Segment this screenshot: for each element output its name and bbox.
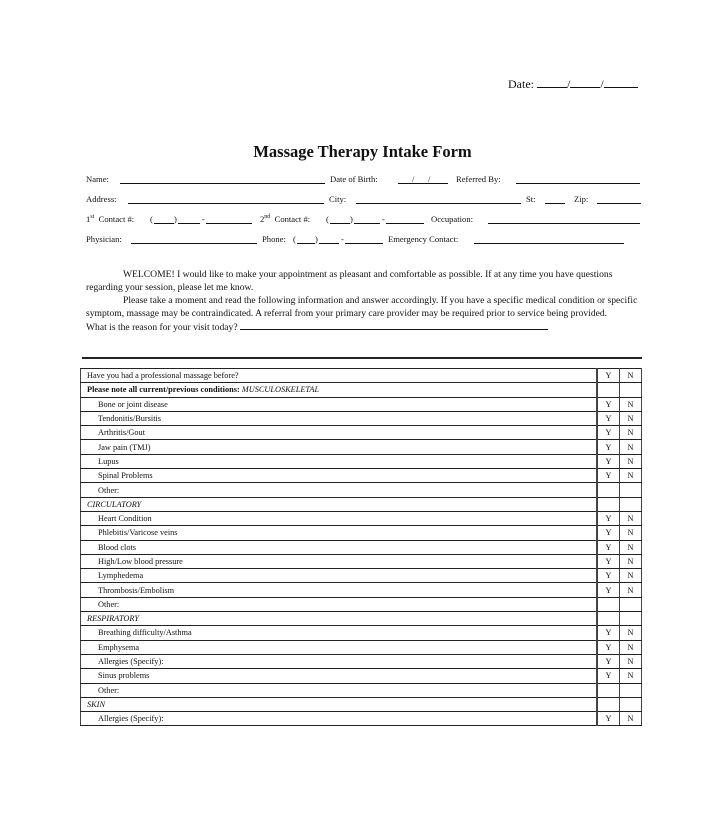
table-row [81, 712, 642, 726]
no-checkbox[interactable]: N [620, 540, 642, 554]
yes-checkbox[interactable]: Y [597, 712, 620, 726]
phone-paren-open: ( [293, 234, 296, 244]
condition-label: Breathing difficulty/Asthma [81, 626, 598, 640]
no-checkbox[interactable]: N [620, 397, 642, 411]
condition-label: Tendonitis/Bursitis [81, 411, 598, 425]
table-row [81, 640, 642, 654]
occupation-input[interactable] [488, 223, 640, 224]
category-row [81, 497, 642, 511]
condition-label: CIRCULATORY [81, 497, 598, 511]
table-row [81, 426, 642, 440]
contact2-paren-open: ( [326, 214, 329, 224]
conditions-heading: Please note all current/previous conditions: [87, 385, 240, 395]
yes-checkbox[interactable]: Y [597, 440, 620, 454]
condition-label: Other: [81, 597, 598, 611]
contact1-line-input[interactable] [206, 223, 252, 224]
address-label: Address: [86, 194, 117, 204]
condition-label: Have you had a professional massage before? [81, 369, 598, 383]
condition-label: Phlebitis/Varicose veins [81, 526, 598, 540]
condition-label: Thrombosis/Embolism [81, 583, 598, 597]
section-divider [82, 357, 642, 359]
st-input[interactable] [545, 203, 565, 204]
table-row [81, 483, 642, 497]
no-checkbox[interactable]: N [620, 654, 642, 668]
no-checkbox [620, 683, 642, 697]
contact2-label: 2nd Contact #: [260, 214, 311, 224]
name-label: Name: [86, 174, 109, 184]
intro-text [86, 268, 646, 334]
contact1-paren-open: ( [150, 214, 153, 224]
yes-checkbox[interactable]: Y [597, 640, 620, 654]
date-month-blank[interactable] [537, 76, 567, 88]
dob-input[interactable] [398, 183, 448, 184]
condition-label: Other: [81, 483, 598, 497]
city-label: City: [329, 194, 347, 204]
date-field[interactable] [508, 76, 638, 92]
condition-label: Lymphedema [81, 569, 598, 583]
contact1-label: 1st Contact #: [86, 214, 135, 224]
referred-by-input[interactable] [516, 183, 640, 184]
dob-separator: / [412, 174, 415, 184]
no-checkbox[interactable]: N [620, 669, 642, 683]
dob-label: Date of Birth: [330, 174, 378, 184]
yes-checkbox[interactable]: Y [597, 511, 620, 525]
reason-input[interactable] [240, 320, 548, 330]
table-row [81, 683, 642, 697]
yes-checkbox[interactable]: Y [597, 469, 620, 483]
contact1-prefix-input[interactable] [178, 223, 200, 224]
table-row [81, 540, 642, 554]
no-checkbox[interactable]: N [620, 640, 642, 654]
yes-checkbox[interactable]: Y [597, 654, 620, 668]
no-checkbox[interactable]: N [620, 426, 642, 440]
date-label: Date: [508, 77, 534, 91]
table-row [81, 583, 642, 597]
no-checkbox[interactable]: N [620, 626, 642, 640]
no-checkbox[interactable]: N [620, 569, 642, 583]
table-row [81, 526, 642, 540]
table-row [81, 369, 642, 383]
yes-checkbox[interactable]: Y [597, 526, 620, 540]
contact2-paren-close: ) [350, 214, 353, 224]
welcome-paragraph: WELCOME! I would like to make your appointment as pleasant and comfortable as possible. If at any time you have questions regarding your session, please let me know. [86, 269, 613, 293]
table-row [81, 597, 642, 611]
yes-checkbox[interactable]: Y [597, 569, 620, 583]
condition-label: Other: [81, 683, 598, 697]
condition-label: Blood clots [81, 540, 598, 554]
no-checkbox[interactable]: N [620, 411, 642, 425]
no-checkbox[interactable]: N [620, 454, 642, 468]
phone-label: Phone: [262, 234, 286, 244]
condition-label: Allergies (Specify): [81, 712, 598, 726]
no-checkbox[interactable]: N [620, 369, 642, 383]
no-checkbox [620, 483, 642, 497]
table-row [81, 411, 642, 425]
no-checkbox[interactable]: N [620, 583, 642, 597]
heading-row [81, 383, 642, 397]
no-checkbox [620, 383, 642, 397]
no-checkbox[interactable]: N [620, 511, 642, 525]
condition-label: Jaw pain (TMJ) [81, 440, 598, 454]
no-checkbox[interactable]: N [620, 469, 642, 483]
date-separator: / [600, 77, 604, 91]
contact1-area-input[interactable] [154, 223, 174, 224]
condition-label: Emphysema [81, 640, 598, 654]
table-row [81, 626, 642, 640]
yes-checkbox[interactable]: Y [597, 426, 620, 440]
condition-label: Sinus problems [81, 669, 598, 683]
address-input[interactable] [128, 203, 324, 204]
table-row [81, 654, 642, 668]
no-checkbox [620, 597, 642, 611]
condition-label: Bone or joint disease [81, 397, 598, 411]
condition-label: Arthritis/Gout [81, 426, 598, 440]
yes-checkbox [597, 483, 620, 497]
no-checkbox [620, 497, 642, 511]
page-title [0, 142, 725, 162]
yes-checkbox[interactable]: Y [597, 540, 620, 554]
yes-checkbox[interactable]: Y [597, 369, 620, 383]
reason-label: What is the reason for your visit today? [86, 322, 238, 333]
category-row [81, 697, 642, 711]
category-row [81, 612, 642, 626]
yes-checkbox[interactable]: Y [597, 583, 620, 597]
table-row [81, 511, 642, 525]
city-input[interactable] [356, 203, 521, 204]
condition-label: Allergies (Specify): [81, 654, 598, 668]
st-label: St: [526, 194, 536, 204]
physician-input[interactable] [131, 243, 257, 244]
yes-checkbox[interactable]: Y [597, 554, 620, 568]
contact2-area-input[interactable] [330, 223, 350, 224]
contact2-line-input[interactable] [386, 223, 424, 224]
yes-checkbox [597, 383, 620, 397]
occupation-label: Occupation: [431, 214, 473, 224]
zip-input[interactable] [597, 203, 641, 204]
yes-checkbox [597, 697, 620, 711]
table-row [81, 669, 642, 683]
contact1-paren-close: ) [174, 214, 177, 224]
contact2-dash: - [382, 214, 385, 224]
emergency-contact-label: Emergency Contact: [388, 234, 459, 244]
no-checkbox[interactable]: N [620, 554, 642, 568]
condition-label: SKIN [81, 697, 598, 711]
category-label: MUSCULOSKELETAL [241, 385, 320, 395]
phone-area-input[interactable] [297, 243, 315, 244]
conditions-table [80, 368, 642, 726]
table-row [81, 469, 642, 483]
phone-dash: - [341, 234, 344, 244]
table-row [81, 569, 642, 583]
yes-checkbox [597, 683, 620, 697]
date-year-blank[interactable] [604, 76, 638, 88]
condition-label [81, 383, 598, 397]
yes-checkbox[interactable]: Y [597, 669, 620, 683]
yes-checkbox[interactable]: Y [597, 454, 620, 468]
yes-checkbox [597, 597, 620, 611]
instructions-paragraph: Please take a moment and read the following information and answer accordingly. If you have a specific medical condition or specific symptom, massage may be contraindicated. A referral from your primary care provider may be required prior to service being provided. [86, 295, 638, 319]
table-row [81, 454, 642, 468]
contact1-dash: - [202, 214, 205, 224]
condition-label: Heart Condition [81, 511, 598, 525]
physician-label: Physician: [86, 234, 122, 244]
contact2-prefix-input[interactable] [354, 223, 380, 224]
name-input[interactable] [120, 183, 325, 184]
yes-checkbox [597, 497, 620, 511]
yes-checkbox[interactable]: Y [597, 626, 620, 640]
dob-separator: / [428, 174, 431, 184]
yes-checkbox[interactable]: Y [597, 411, 620, 425]
phone-prefix-input[interactable] [319, 243, 339, 244]
yes-checkbox [597, 612, 620, 626]
table-row [81, 440, 642, 454]
no-checkbox[interactable]: N [620, 526, 642, 540]
condition-label: Lupus [81, 454, 598, 468]
table-row [81, 397, 642, 411]
table-row [81, 554, 642, 568]
zip-label: Zip: [574, 194, 589, 204]
yes-checkbox[interactable]: Y [597, 397, 620, 411]
condition-label: RESPIRATORY [81, 612, 598, 626]
condition-label: Spinal Problems [81, 469, 598, 483]
no-checkbox[interactable]: N [620, 712, 642, 726]
date-separator: / [567, 77, 571, 91]
reason-row [86, 320, 646, 334]
page-title-text: Massage Therapy Intake Form [253, 142, 472, 161]
no-checkbox [620, 697, 642, 711]
date-day-blank[interactable] [570, 76, 600, 88]
emergency-contact-input[interactable] [474, 243, 624, 244]
no-checkbox [620, 612, 642, 626]
phone-line-input[interactable] [345, 243, 383, 244]
referred-by-label: Referred By: [456, 174, 501, 184]
phone-paren-close: ) [315, 234, 318, 244]
no-checkbox[interactable]: N [620, 440, 642, 454]
condition-label: High/Low blood pressure [81, 554, 598, 568]
